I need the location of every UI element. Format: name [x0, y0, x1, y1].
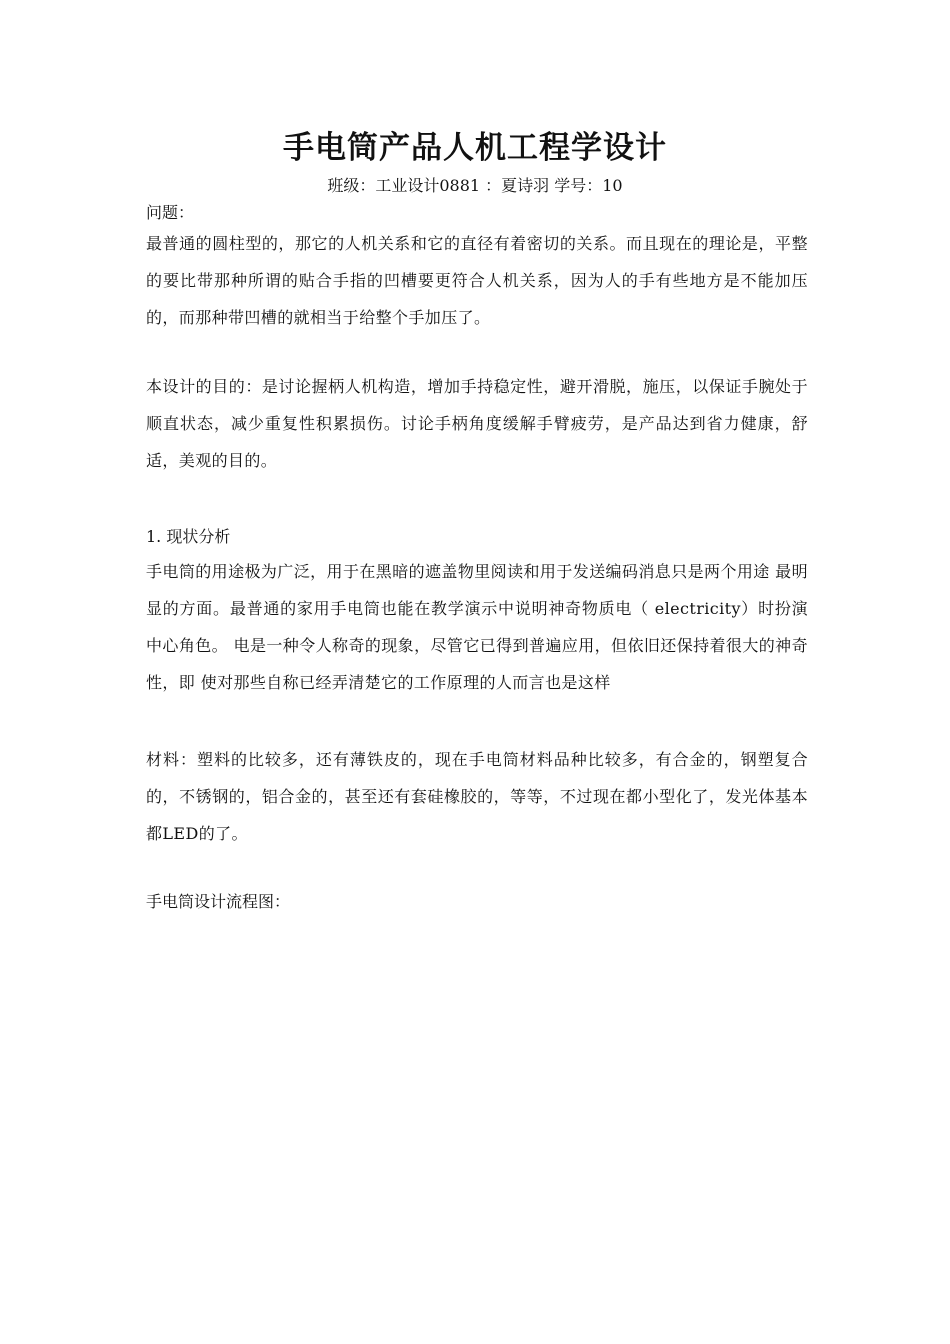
document-body [146, 201, 808, 914]
document-subtitle: 班级：工业设计0881 ：夏诗羽 学号：10 [327, 176, 623, 195]
status-analysis-paragraph: 手电筒的用途极为广泛，用于在黑暗的遮盖物里阅读和用于发送编码消息只是两个用途 最明显的方面。最普通的家用手电筒也能在教学演示中说明神奇物质电（ electricity）时扮演 中心角色。 电是一种令人称奇的现象，尽管它已得到普遍应用，但依旧还保持着很大的神奇性，即 使对那些自称已经弄清楚它的工作原理的人而言也是这样 [146, 562, 808, 692]
paragraph-spacer [146, 479, 808, 525]
paragraph-spacer [146, 336, 808, 368]
question-label: 问题： [146, 203, 195, 222]
question-paragraph: 最普通的圆柱型的，那它的人机关系和它的直径有着密切的关系。而且现在的理论是，平整的要比带那种所谓的贴合手指的凹槽要更符合人机关系，因为人的手有些地方是不能加压的，而那种带凹槽的就相当于给整个手加压了。 [146, 234, 808, 327]
document-title: 手电筒产品人机工程学设计 [283, 130, 667, 166]
paragraph-spacer [146, 852, 808, 890]
materials-paragraph: 材料：塑料的比较多，还有薄铁皮的，现在手电筒材料品种比较多，有合金的，钢塑复合的，不锈钢的，铝合金的，甚至还有套硅橡胶的，等等，不过现在都小型化了，发光体基本都LED的了。 [146, 750, 808, 843]
section-heading-status-analysis: 1. 现状分析 [146, 527, 231, 546]
purpose-paragraph: 本设计的目的：是讨论握柄人机构造，增加手持稳定性，避开滑脱，施压，以保证手腕处于顺直状态，减少重复性积累损伤。讨论手柄角度缓解手臂疲劳，是产品达到省力健康，舒适，美观的目的。 [146, 377, 808, 470]
flowchart-label: 手电筒设计流程图： [146, 892, 291, 911]
paragraph-spacer [146, 701, 808, 741]
